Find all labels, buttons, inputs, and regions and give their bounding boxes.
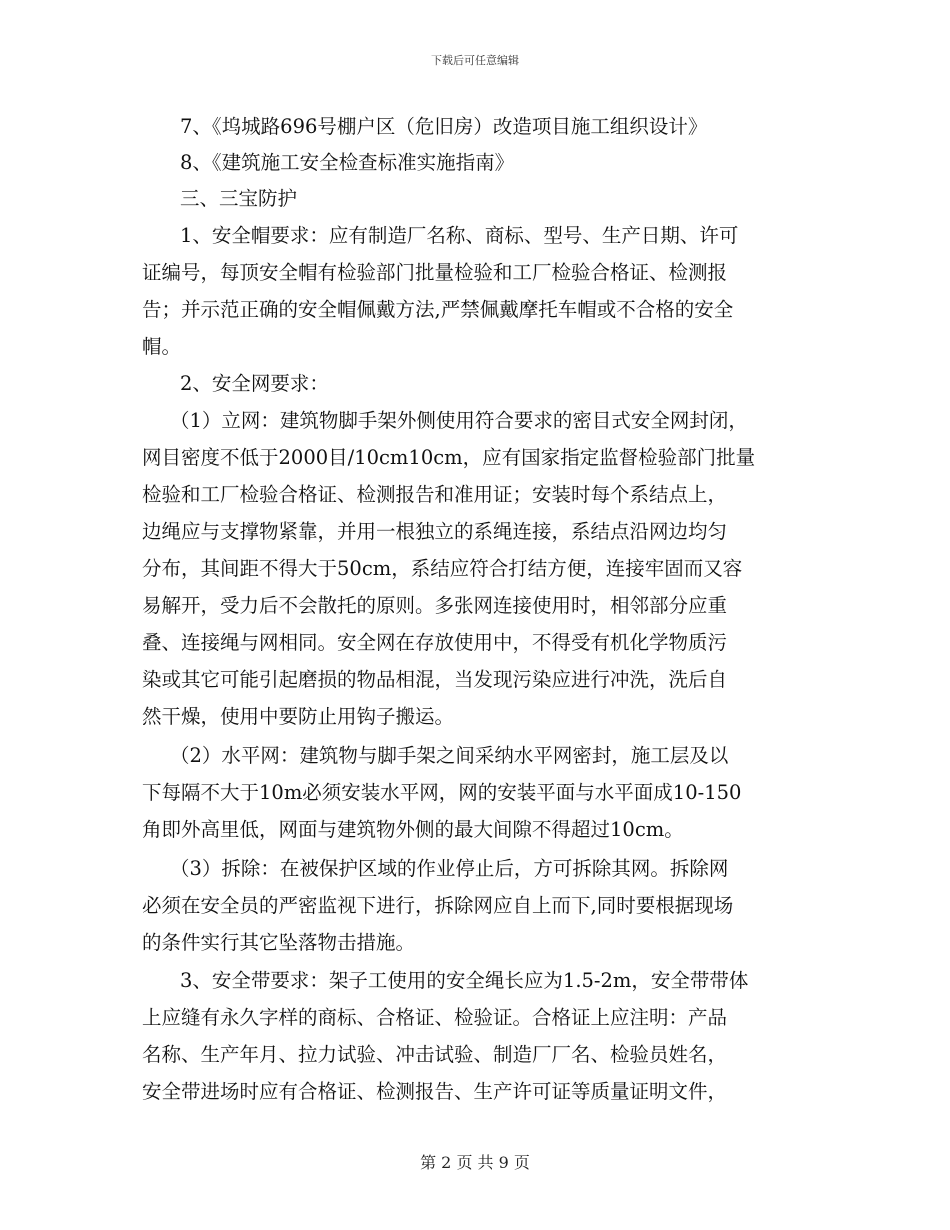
paragraph-line: 必须在安全员的严密监视下进行，拆除网应自上而下,同时要根据现场	[142, 894, 734, 917]
paragraph-line: 1、安全帽要求：应有制造厂名称、商标、型号、生产日期、许可	[180, 224, 739, 247]
paragraph-line: 2、安全网要求：	[180, 372, 329, 395]
paragraph-line: 叠、连接绳与网相同。安全网在存放使用中，不得受有机化学物质污	[142, 631, 728, 654]
paragraph-line: 3、安全带要求：架子工使用的安全绳长应为1.5-2m，安全带带体	[180, 969, 749, 992]
paragraph-line: 角即外高里低，网面与建筑物外侧的最大间隙不得超过10cm。	[142, 818, 684, 841]
paragraph-line: 下每隔不大于10m必须安装水平网，网的安装平面与水平面成10-150	[142, 781, 742, 804]
paragraph-line: 的条件实行其它坠落物击措施。	[142, 931, 416, 954]
paragraph-line: 8、《建筑施工安全检查标准实施指南》	[180, 151, 515, 174]
paragraph-line: 7、《坞城路696号棚户区（危旧房）改造项目施工组织设计》	[180, 115, 708, 138]
section-heading: 三、三宝防护	[180, 187, 298, 210]
paragraph-line: （3）拆除：在被保护区域的作业停止后，方可拆除其网。拆除网	[170, 857, 729, 880]
paragraph-line: 证编号，每顶安全帽有检验部门批量检验和工厂检验合格证、检测报	[142, 261, 728, 284]
paragraph-line: 名称、生产年月、拉力试验、冲击试验、制造厂厂名、检验员姓名，	[142, 1043, 728, 1066]
paragraph-line: 边绳应与支撑物紧靠，并用一根独立的系绳连接，系结点沿网边均匀	[142, 520, 728, 543]
paragraph-line: （2）水平网：建筑物与脚手架之间采纳水平网密封，施工层及以	[170, 744, 729, 767]
page-footer: 第 2 页 共 9 页	[420, 1153, 530, 1172]
paragraph-line: 分布，其间距不得大于50cm，系结应符合打结方便，连接牢固而又容	[142, 557, 743, 580]
paragraph-line: 上应缝有永久字样的商标、合格证、检验证。合格证上应注明：产品	[142, 1006, 728, 1029]
paragraph-line: 然干燥，使用中要防止用钩子搬运。	[142, 705, 455, 728]
paragraph-line: 安全带进场时应有合格证、检测报告、生产许可证等质量证明文件，	[142, 1080, 728, 1103]
page-header: 下载后可任意编辑	[431, 54, 519, 67]
paragraph-line: 易解开，受力后不会散托的原则。多张网连接使用时，相邻部分应重	[142, 594, 728, 617]
paragraph-line: 染或其它可能引起磨损的物品相混，当发现污染应进行冲洗，洗后自	[142, 668, 728, 691]
paragraph-line: 网目密度不低于2000目/10cm10cm，应有国家指定监督检验部门批量	[142, 446, 756, 469]
paragraph-line: 检验和工厂检验合格证、检测报告和准用证；安装时每个系结点上，	[142, 483, 728, 506]
paragraph-line: 帽。	[142, 335, 182, 358]
paragraph-line: （1）立网：建筑物脚手架外侧使用符合要求的密目式安全网封闭，	[170, 409, 748, 432]
paragraph-line: 告；并示范正确的安全帽佩戴方法,严禁佩戴摩托车帽或不合格的安全	[142, 298, 734, 321]
